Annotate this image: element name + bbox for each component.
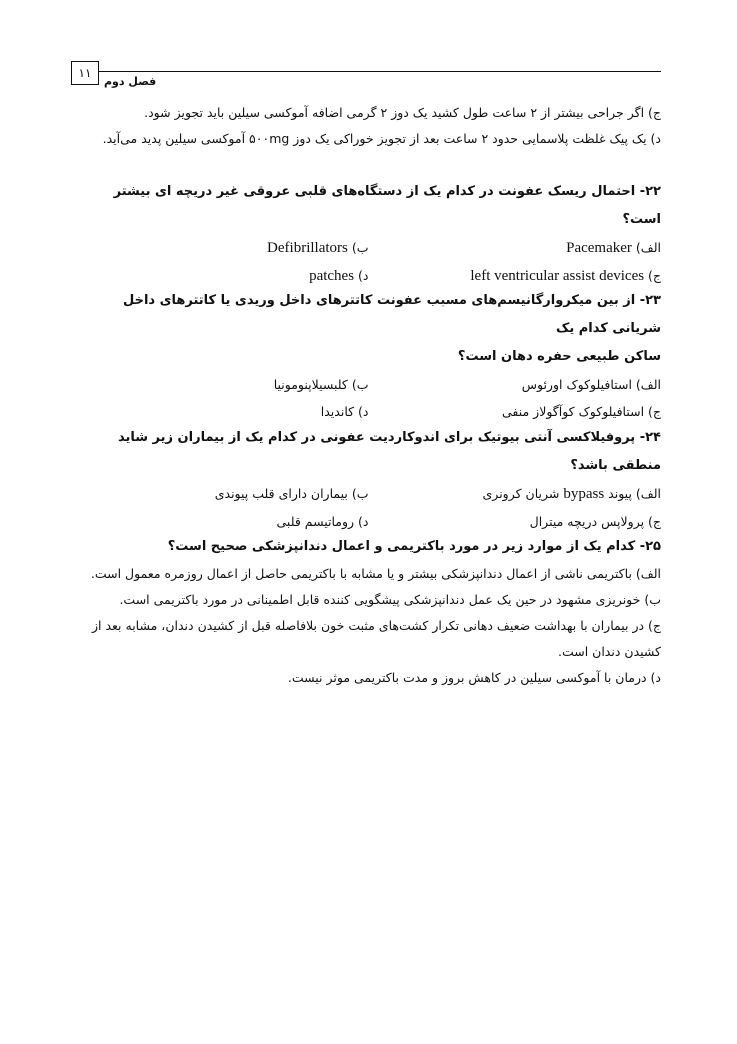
option-c: ج) پرولاپس دریچه میترال [529, 514, 661, 529]
option-d: د) patches [309, 268, 369, 284]
carryover-option-c: ج) اگر جراحی بیشتر از ۲ ساعت طول کشید یک دوز ۲ گرمی اضافه آموکسی سیلین باید تجویز شود. [144, 105, 661, 120]
option-a: الف) پیوند bypass شریان کرونری [482, 486, 661, 502]
header-rule [99, 71, 661, 72]
question-25 [76, 533, 661, 691]
question-title-line-1: ۲۳- از بین میکروارگانیسم‌های مسبب عفونت کاتترهای داخل وریدی یا کاتترهای داخل شریانی کدام یک [122, 293, 661, 336]
option-row [76, 371, 661, 398]
statement-a: الف) باکتریمی ناشی از اعمال دندانپزشکی بیشتر و یا مشابه با باکتریمی حاصل از اعمال روزمره معمول است. [90, 566, 661, 581]
question-title: ۲۲- احتمال ریسک عفونت در کدام یک از دستگاه‌های قلبی عروقی غیر دریچه ای بیشتر است؟ [113, 184, 661, 227]
option-row [76, 398, 661, 425]
chapter-title: فصل دوم [104, 75, 157, 88]
option-a: الف) استافیلوکوک اورئوس [521, 377, 661, 392]
option-row [76, 508, 661, 535]
option-d: د) روماتیسم قلبی [276, 514, 369, 529]
option-b: ب) بیماران دارای قلب پیوندی [214, 486, 369, 501]
option-d: د) کاندیدا [320, 404, 369, 419]
question-22 [76, 178, 661, 290]
option-c: ج) left ventricular assist devices [470, 268, 661, 284]
option-c: ج) استافیلوکوک کوآگولاز منفی [502, 404, 661, 419]
option-b: ب) کلبسیلاپنومونیا [273, 377, 369, 392]
option-row [76, 234, 661, 262]
option-row [76, 262, 661, 290]
statement-c-continued: کشیدن دندان است. [557, 644, 661, 659]
option-b: ب) Defibrillators [267, 240, 369, 256]
carryover-option-d: د) یک پیک غلظت پلاسمایی حدود ۲ ساعت بعد از تجویز خوراکی یک دوز ۵۰۰mg آموکسی سیلین پدید می‌آید. [102, 131, 661, 146]
statement-d: د) درمان با آموکسی سیلین در کاهش بروز و مدت باکتریمی موثر نیست. [287, 670, 661, 685]
carryover-options [76, 100, 661, 152]
option-a: الف) Pacemaker [566, 240, 661, 256]
statement-b: ب) خونریزی مشهود در حین یک عمل دندانپزشکی پیشگویی کننده قابل اطمینانی در مورد باکتریمی است. [119, 592, 661, 607]
question-title: ۲۵- کدام یک از موارد زیر در مورد باکتریمی و اعمال دندانپزشکی صحیح است؟ [167, 539, 661, 554]
statement-c: ج) در بیماران با بهداشت ضعیف دهانی تکرار کشت‌های مثبت خون بلافاصله قبل از کشیدن دندان، مشابه بعد از [91, 618, 661, 633]
question-23 [76, 287, 661, 425]
question-title-line-2: ساکن طبیعی حفره دهان است؟ [457, 349, 661, 364]
option-row [76, 480, 661, 508]
question-title: ۲۴- پروفیلاکسی آنتی بیوتیک برای اندوکاردیت عفونی در کدام یک از بیماران زیر شاید منطقی باشد؟ [117, 430, 661, 473]
page-number: ۱۱ [71, 61, 99, 85]
question-24 [76, 424, 661, 535]
